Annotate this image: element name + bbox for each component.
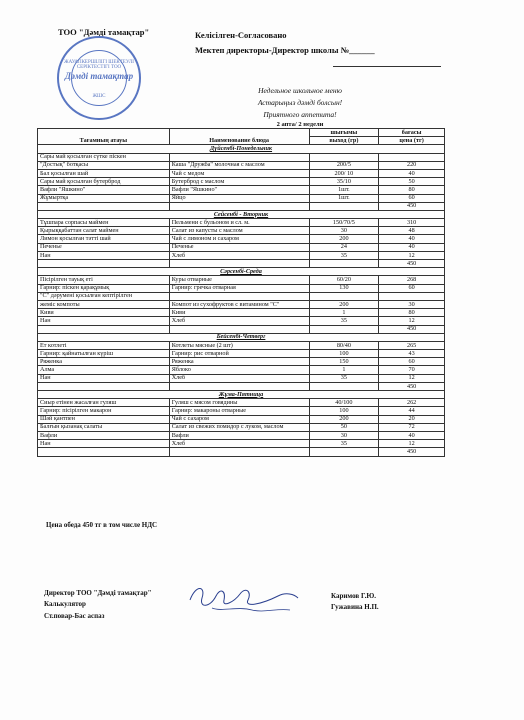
col-header-yield-kz: шығымы [309, 129, 379, 137]
dish-name-ru: Печенье [169, 243, 309, 251]
dish-yield: 40/100 [309, 399, 379, 407]
dish-name-kz: Жұмыртқа [38, 194, 170, 202]
menu-greeting-kz: Астарыңыз дәмді болсын! [257, 98, 343, 107]
dish-yield: 100 [309, 407, 379, 415]
dish-name-kz: Алма [38, 366, 170, 374]
dish-name-kz: "С" дәрумені қосылған кептірілген [38, 292, 170, 300]
dish-price: 12 [379, 374, 445, 382]
company-seal [57, 36, 141, 120]
dish-yield: 60/20 [309, 276, 379, 284]
dish-price: 268 [379, 276, 445, 284]
chef-label: Ст.повар-Бас аспаз [44, 612, 105, 620]
day-total-row [38, 202, 445, 210]
day-title: Бейсенбі-Четверг [38, 333, 445, 341]
empty-cell [309, 448, 379, 456]
table-row [38, 186, 445, 194]
dish-name-ru: Гарнир: гречка отварная [169, 284, 309, 292]
director-label: Директор ТОО "Дәмді тамақтар" [44, 589, 152, 597]
dish-price: 12 [379, 317, 445, 325]
dish-name-kz: жеміс компоты [38, 300, 170, 308]
dish-price: 60 [379, 358, 445, 366]
col-header-price-kz: бағасы [379, 129, 445, 137]
dish-name-ru: Куры отварные [169, 276, 309, 284]
col-header-yield-ru: выход (гр) [309, 137, 379, 145]
day-total-row [38, 448, 445, 456]
dish-price: 40 [379, 235, 445, 243]
dish-name-kz: Гарнир: пісірілген макарон [38, 407, 170, 415]
dish-yield [309, 153, 379, 161]
dish-name-kz: Шәй қантпен [38, 415, 170, 423]
dish-name-ru: Салат из капусты с маслом [169, 227, 309, 235]
dish-yield: 200 [309, 235, 379, 243]
dish-name-kz: Гарнир: піскен қарақұмық [38, 284, 170, 292]
dish-name-kz: Лимон қосылған тәтті шай [38, 235, 170, 243]
dish-yield: 80/40 [309, 341, 379, 349]
table-row [38, 350, 445, 358]
empty-cell [169, 448, 309, 456]
table-row [38, 374, 445, 382]
table-row [38, 292, 445, 300]
dish-name-ru: Яблоко [169, 366, 309, 374]
dish-price: 80 [379, 309, 445, 317]
signatory-name-2: Гужавина Н.П. [331, 603, 379, 611]
table-row [38, 178, 445, 186]
company-name: ТОО "Дәмді тамақтар" [58, 27, 150, 37]
dish-name-ru [169, 292, 309, 300]
dish-name-ru: Каша "Дружба" молочная с маслом [169, 161, 309, 169]
dish-name-ru: Котлеты мясные (2 шт) [169, 341, 309, 349]
dish-name-ru: Хлеб [169, 317, 309, 325]
table-row [38, 235, 445, 243]
empty-cell [309, 260, 379, 268]
empty-cell [38, 382, 170, 390]
table-row [38, 169, 445, 177]
dish-yield: 35 [309, 440, 379, 448]
dish-name-kz: Балғын қызанақ салаты [38, 423, 170, 431]
director-line: Мектеп директоры-Директор школы №______ [195, 45, 375, 55]
table-row [38, 227, 445, 235]
table-row [38, 415, 445, 423]
dish-name-kz: Тұшпара сорпасы маймен [38, 219, 170, 227]
dish-price: 30 [379, 300, 445, 308]
dish-price: 43 [379, 350, 445, 358]
day-total: 450 [379, 202, 445, 210]
dish-name-kz: Сары май қосылған сүтке піскен [38, 153, 170, 161]
dish-price: 40 [379, 243, 445, 251]
dish-price: 20 [379, 415, 445, 423]
empty-cell [38, 325, 170, 333]
dish-price: 40 [379, 169, 445, 177]
dish-yield: 1 [309, 366, 379, 374]
dish-name-kz: Ет котлеті [38, 341, 170, 349]
dish-price: 70 [379, 366, 445, 374]
dish-yield: 200/5 [309, 161, 379, 169]
table-row [38, 219, 445, 227]
dish-price: 265 [379, 341, 445, 349]
dish-name-ru [169, 153, 309, 161]
calculator-label: Калькулятор [44, 600, 86, 608]
dish-yield: 1 [309, 309, 379, 317]
day-total: 450 [379, 325, 445, 333]
handwritten-signature [182, 578, 302, 618]
dish-name-ru: Гарнир: рис отварной [169, 350, 309, 358]
seal-ring-top: ЖАУАПКЕРШІЛІГІ ШЕКТЕУЛІ СЕРІКТЕСТІГІ ТОО [64, 60, 134, 70]
dish-name-ru: Салат из свежих помидор с луком, маслом [169, 423, 309, 431]
table-row [38, 153, 445, 161]
day-total-row [38, 260, 445, 268]
dish-name-ru: Вафли "Яшкино" [169, 186, 309, 194]
dish-name-kz: Нан [38, 374, 170, 382]
dish-yield: 50 [309, 423, 379, 431]
empty-cell [38, 260, 170, 268]
dish-name-ru: Компот из сухофруктов с витамином "С" [169, 300, 309, 308]
dish-price: 12 [379, 251, 445, 259]
table-row [38, 276, 445, 284]
dish-name-kz: Киви [38, 309, 170, 317]
dish-name-kz: "Достық" ботқасы [38, 161, 170, 169]
dish-price: 80 [379, 186, 445, 194]
empty-cell [169, 260, 309, 268]
dish-yield: 35 [309, 374, 379, 382]
dish-price: 262 [379, 399, 445, 407]
dish-name-ru: Хлеб [169, 440, 309, 448]
day-header-row [38, 268, 445, 276]
dish-name-ru: Чай с сахаром [169, 415, 309, 423]
dish-price: 310 [379, 219, 445, 227]
dish-yield: 200/ 10 [309, 169, 379, 177]
dish-price [379, 292, 445, 300]
day-title: Жұма-Пятница [38, 391, 445, 399]
day-total: 450 [379, 260, 445, 268]
dish-name-kz: Қырыққабаттан салат маймен [38, 227, 170, 235]
dish-yield: 35/10 [309, 178, 379, 186]
dish-name-ru: Киви [169, 309, 309, 317]
dish-price: 72 [379, 423, 445, 431]
dish-name-ru: Ряженка [169, 358, 309, 366]
table-row [38, 399, 445, 407]
day-total-row [38, 325, 445, 333]
empty-cell [169, 202, 309, 210]
table-row [38, 243, 445, 251]
table-row [38, 358, 445, 366]
dish-price: 44 [379, 407, 445, 415]
dish-yield: 150 [309, 358, 379, 366]
dish-yield: 150/70/5 [309, 219, 379, 227]
signatory-name-1: Каримов Г.Ю. [331, 592, 376, 600]
table-row [38, 440, 445, 448]
dish-name-ru: Чай с медом [169, 169, 309, 177]
dish-name-kz: Гарнир: қайнатылған күріш [38, 350, 170, 358]
dish-yield: 30 [309, 431, 379, 439]
day-header-row [38, 210, 445, 218]
empty-cell [309, 382, 379, 390]
col-header-price-ru: цена (тг) [379, 137, 445, 145]
dish-name-ru: Бутерброд с маслом [169, 178, 309, 186]
dish-name-kz: Нан [38, 317, 170, 325]
dish-yield: 200 [309, 415, 379, 423]
dish-name-ru: Яйцо [169, 194, 309, 202]
day-total: 450 [379, 382, 445, 390]
dish-name-kz: Вафли [38, 431, 170, 439]
dish-price [379, 153, 445, 161]
empty-cell [169, 325, 309, 333]
table-row [38, 300, 445, 308]
table-row [38, 251, 445, 259]
seal-ring-bottom: ЖШС [92, 94, 106, 99]
dish-name-ru: Гуляш с мясом говядины [169, 399, 309, 407]
dish-price: 40 [379, 431, 445, 439]
dish-name-kz: Пісірілген тауық еті [38, 276, 170, 284]
day-title: Сәрсенбі-Среда [38, 268, 445, 276]
price-note: Цена обеда 450 тг в том числе НДС [46, 521, 158, 529]
dish-yield: 130 [309, 284, 379, 292]
empty-cell [309, 325, 379, 333]
dish-yield: 100 [309, 350, 379, 358]
dish-price: 60 [379, 284, 445, 292]
empty-cell [38, 448, 170, 456]
dish-price: 220 [379, 161, 445, 169]
table-row [38, 423, 445, 431]
menu-table [37, 128, 445, 457]
dish-name-kz: Нан [38, 440, 170, 448]
dish-name-kz: Вафли "Яшкино" [38, 186, 170, 194]
empty-cell [38, 202, 170, 210]
signature-line [333, 66, 441, 67]
table-row [38, 284, 445, 292]
week-label: 2 апта/ 2 недели [276, 121, 324, 128]
dish-name-kz: Бал қосылған шай [38, 169, 170, 177]
dish-yield: 1шт. [309, 186, 379, 194]
menu-greeting-ru: Приятного аппетита! [263, 110, 337, 119]
day-header-row [38, 391, 445, 399]
dish-name-kz: Печенье [38, 243, 170, 251]
dish-price: 12 [379, 440, 445, 448]
dish-name-kz: Сиыр етінен жасалған гуляш [38, 399, 170, 407]
table-row [38, 317, 445, 325]
dish-yield: 35 [309, 317, 379, 325]
dish-name-ru: Гарнир: макароны отварные [169, 407, 309, 415]
table-row [38, 407, 445, 415]
col-header-name-ru: Наименование блюда [169, 129, 309, 145]
table-row [38, 161, 445, 169]
dish-name-ru: Пельмени с бульоном и сл. м. [169, 219, 309, 227]
day-header-row [38, 333, 445, 341]
dish-price: 48 [379, 227, 445, 235]
menu-table-body [38, 145, 445, 456]
table-row [38, 341, 445, 349]
approval-label: Келісілген-Согласовано [195, 30, 287, 40]
dish-price: 50 [379, 178, 445, 186]
dish-yield: 200 [309, 300, 379, 308]
seal-name: Дәмді тамақтар [64, 71, 134, 81]
table-row [38, 366, 445, 374]
day-header-row [38, 145, 445, 153]
dish-price: 60 [379, 194, 445, 202]
dish-yield: 35 [309, 251, 379, 259]
table-row [38, 309, 445, 317]
dish-name-ru: Вафли [169, 431, 309, 439]
dish-yield [309, 292, 379, 300]
col-header-name-kz: Тағамның атауы [38, 129, 170, 145]
empty-cell [169, 382, 309, 390]
empty-cell [309, 202, 379, 210]
dish-name-ru: Чай с лимоном и сахаром [169, 235, 309, 243]
dish-yield: 1шт. [309, 194, 379, 202]
table-header-row [38, 129, 445, 137]
dish-name-ru: Хлеб [169, 374, 309, 382]
day-total: 450 [379, 448, 445, 456]
table-row [38, 194, 445, 202]
dish-name-kz: Нан [38, 251, 170, 259]
dish-yield: 30 [309, 227, 379, 235]
table-row [38, 431, 445, 439]
day-total-row [38, 382, 445, 390]
menu-title: Недельное школьное меню [258, 86, 342, 95]
dish-name-kz: Сары май қосылған бутерброд [38, 178, 170, 186]
dish-yield: 24 [309, 243, 379, 251]
dish-name-ru: Хлеб [169, 251, 309, 259]
day-title: Дүйсенбі-Понедельник [38, 145, 445, 153]
day-title: Сейсенбі - Вторник [38, 210, 445, 218]
dish-name-kz: Ряженка [38, 358, 170, 366]
